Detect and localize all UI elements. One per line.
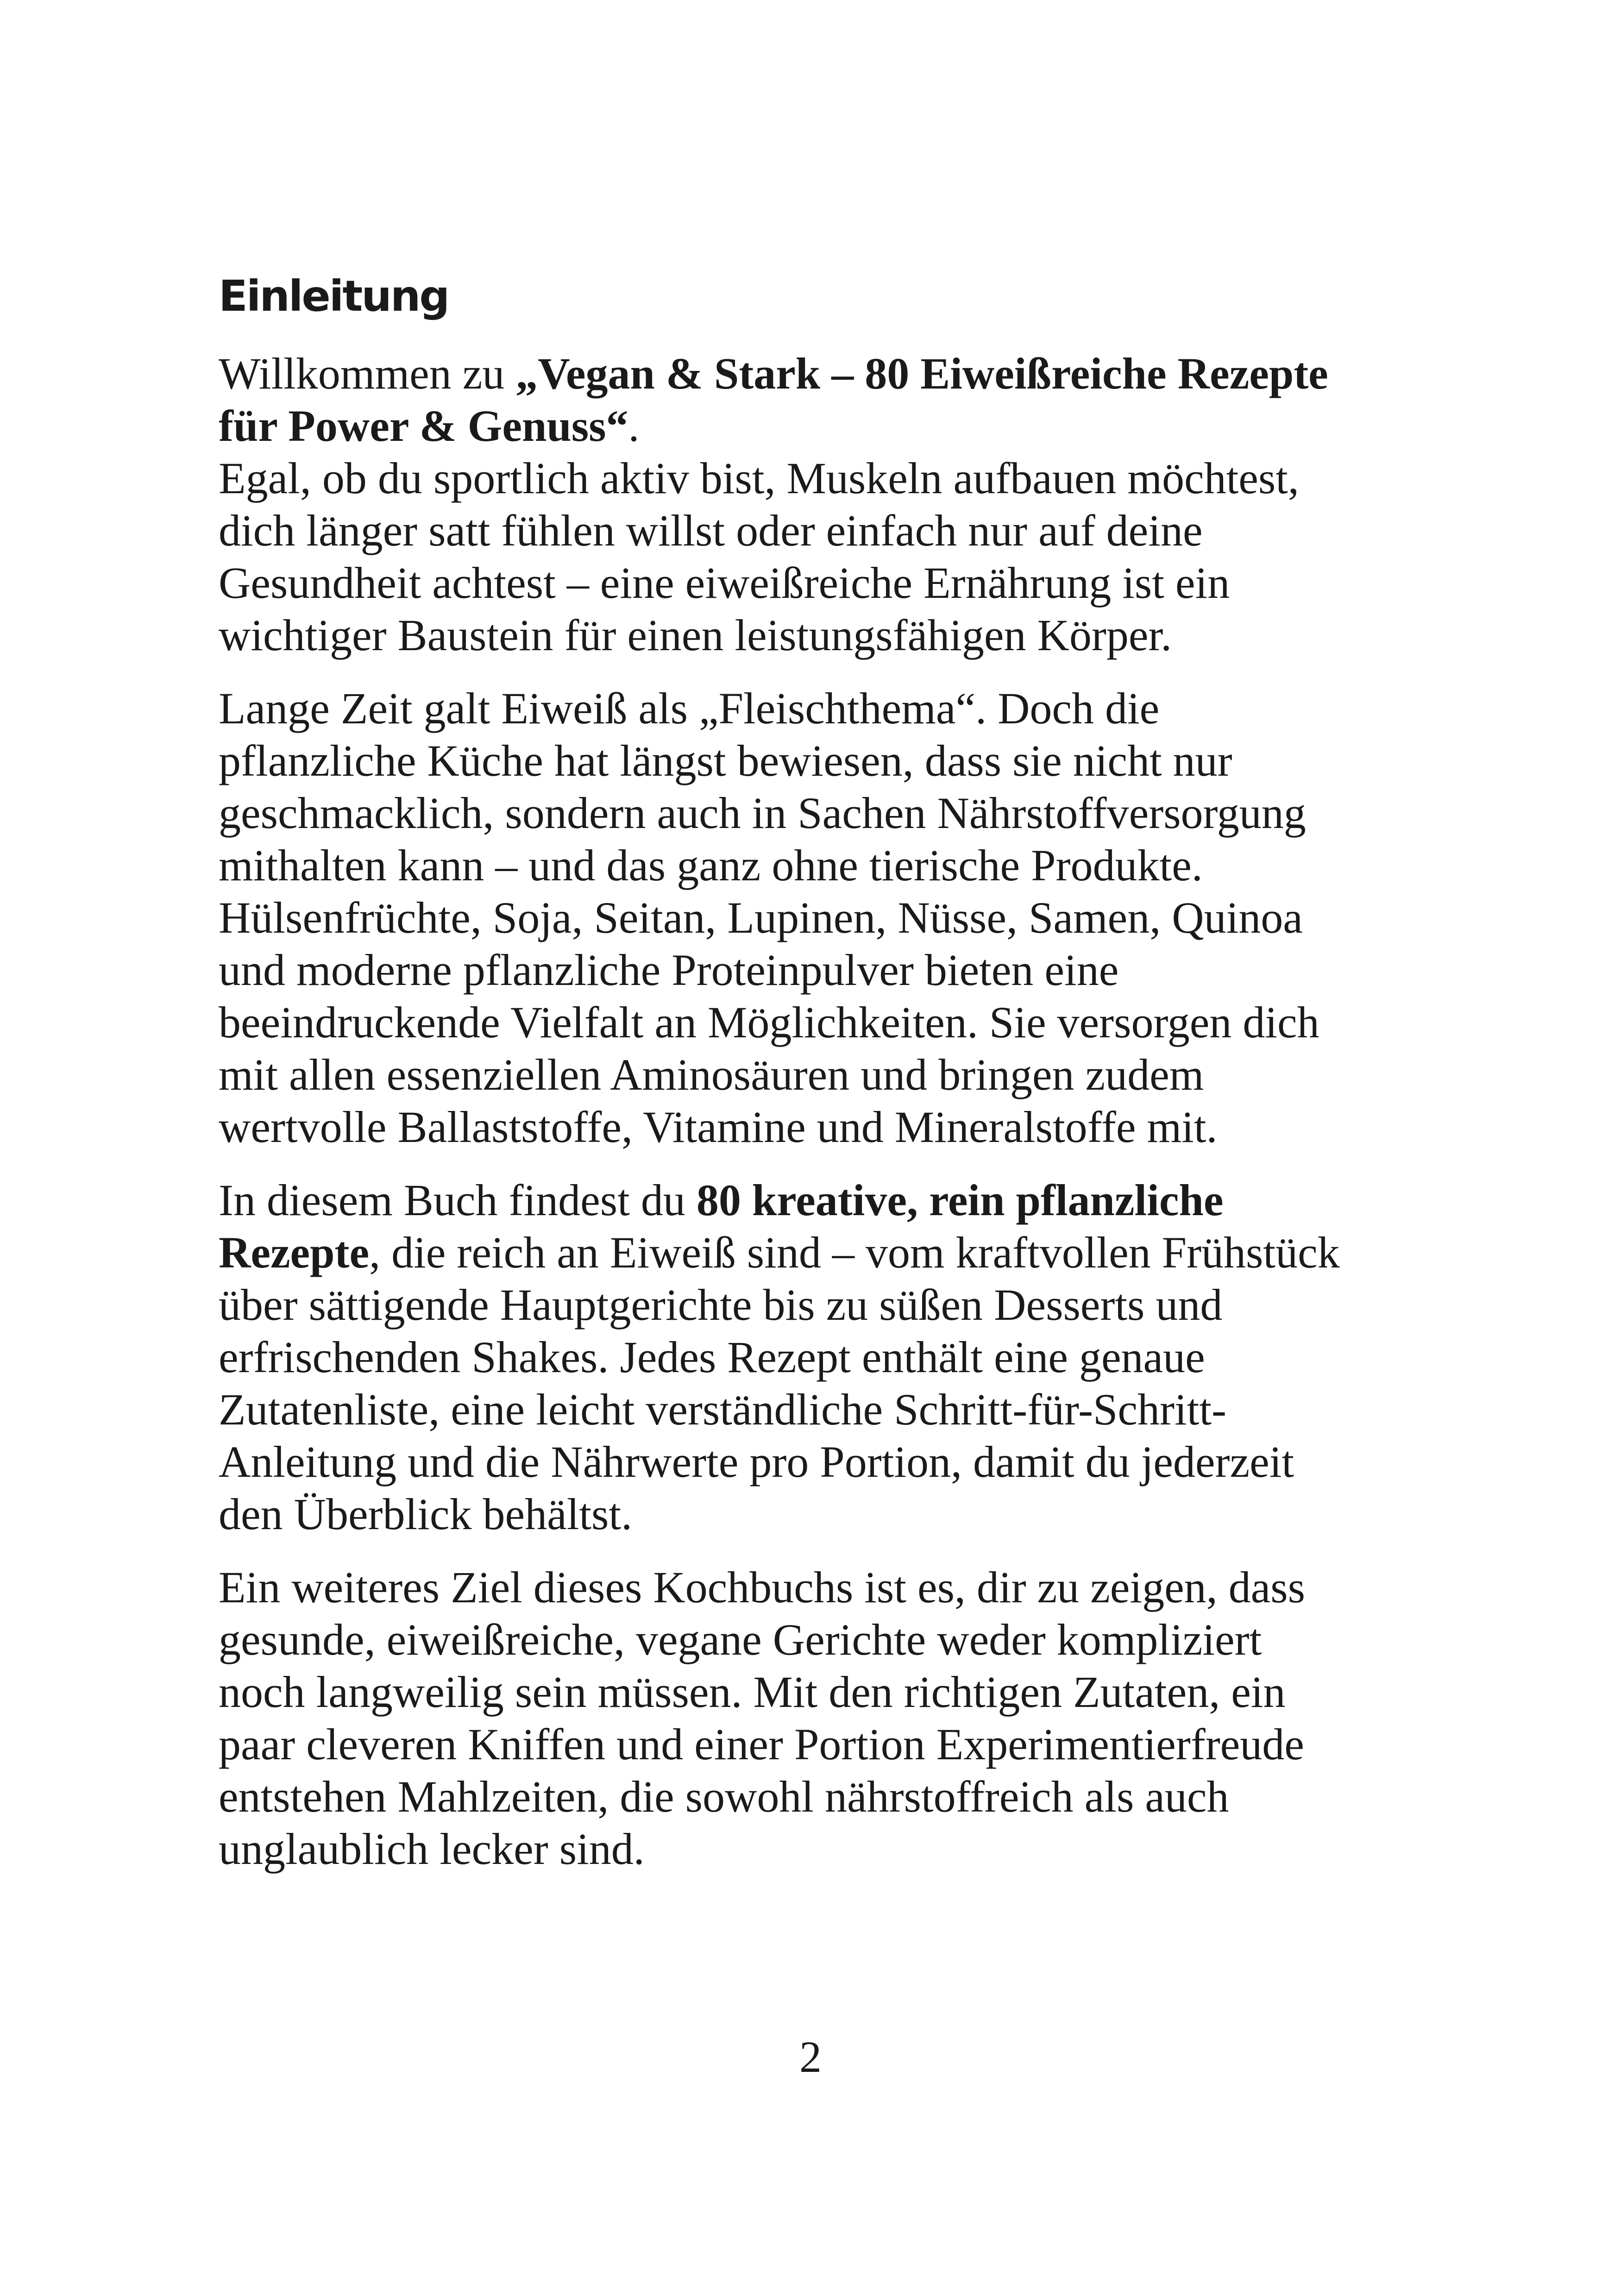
text-line: Lange Zeit galt Eiweiß als „Fleischthema“. Doch die bbox=[219, 684, 1160, 733]
text-line: paar cleveren Kniffen und einer Portion Experimentierfreude bbox=[219, 1719, 1304, 1769]
text-line: Anleitung und die Nährwerte pro Portion, damit du jederzeit bbox=[219, 1437, 1294, 1487]
text-line: beeindruckende Vielfalt an Möglichkeiten. Sie versorgen dich bbox=[219, 997, 1319, 1047]
paragraph-welcome bbox=[219, 347, 1404, 661]
emphasis-bold: Rezepte bbox=[219, 1228, 370, 1277]
paragraph-protein-sources bbox=[219, 682, 1404, 1153]
text-line: Egal, ob du sportlich aktiv bist, Muskeln aufbauen möchtest, bbox=[219, 453, 1299, 503]
text-line: Gesundheit achtest – eine eiweißreiche Ernährung ist ein bbox=[219, 558, 1230, 608]
text-line: unglaublich lecker sind. bbox=[219, 1824, 645, 1874]
emphasis-bold: 80 kreative, rein pflanzliche bbox=[696, 1175, 1224, 1225]
text-run: Willkommen zu bbox=[219, 349, 516, 398]
text-line: und moderne pflanzliche Proteinpulver bieten eine bbox=[219, 945, 1119, 995]
text-line: erfrischenden Shakes. Jedes Rezept enthält eine genaue bbox=[219, 1332, 1205, 1382]
text-line bbox=[219, 347, 1404, 400]
page-content bbox=[219, 271, 1404, 1896]
text-run: In diesem Buch findest du bbox=[219, 1175, 697, 1225]
text-line: gesunde, eiweißreiche, vegane Gerichte weder kompliziert bbox=[219, 1615, 1262, 1664]
text-run: , die reich an Eiweiß sind – vom kraftvollen Frühstück bbox=[369, 1228, 1340, 1277]
text-line bbox=[219, 1226, 1404, 1279]
page-number: 2 bbox=[799, 2032, 822, 2082]
paragraph-goal bbox=[219, 1561, 1404, 1875]
text-line: Hülsenfrüchte, Soja, Seitan, Lupinen, Nüsse, Samen, Quinoa bbox=[219, 893, 1303, 942]
text-line: wertvolle Ballaststoffe, Vitamine und Mineralstoffe mit. bbox=[219, 1102, 1218, 1152]
text-line: mit allen essenziellen Aminosäuren und bringen zudem bbox=[219, 1050, 1204, 1099]
text-line: wichtiger Baustein für einen leistungsfähigen Körper. bbox=[219, 610, 1172, 660]
paragraph-book-contents bbox=[219, 1174, 1404, 1540]
section-heading: Einleitung bbox=[219, 271, 449, 321]
text-line bbox=[219, 400, 1404, 452]
text-line: den Überblick behältst. bbox=[219, 1489, 633, 1539]
book-title-bold: für Power & Genuss“ bbox=[219, 401, 628, 451]
text-line: entstehen Mahlzeiten, die sowohl nährstoffreich als auch bbox=[219, 1772, 1229, 1821]
text-run: . bbox=[628, 401, 640, 451]
text-line: pflanzliche Küche hat längst bewiesen, dass sie nicht nur bbox=[219, 736, 1232, 785]
text-line: geschmacklich, sondern auch in Sachen Nährstoffversorgung bbox=[219, 788, 1306, 838]
text-line: noch langweilig sein müssen. Mit den richtigen Zutaten, ein bbox=[219, 1667, 1286, 1717]
text-line: Ein weiteres Ziel dieses Kochbuchs ist es, dir zu zeigen, dass bbox=[219, 1562, 1305, 1612]
book-title-bold: „Vegan & Stark – 80 Eiweißreiche Rezepte bbox=[515, 349, 1328, 398]
text-line: Zutatenliste, eine leicht verständliche Schritt-für-Schritt- bbox=[219, 1385, 1226, 1434]
text-line: dich länger satt fühlen willst oder einfach nur auf deine bbox=[219, 506, 1203, 555]
text-line: mithalten kann – und das ganz ohne tierische Produkte. bbox=[219, 841, 1203, 890]
text-line: über sättigende Hauptgerichte bis zu süßen Desserts und bbox=[219, 1280, 1223, 1330]
text-line bbox=[219, 1174, 1404, 1226]
